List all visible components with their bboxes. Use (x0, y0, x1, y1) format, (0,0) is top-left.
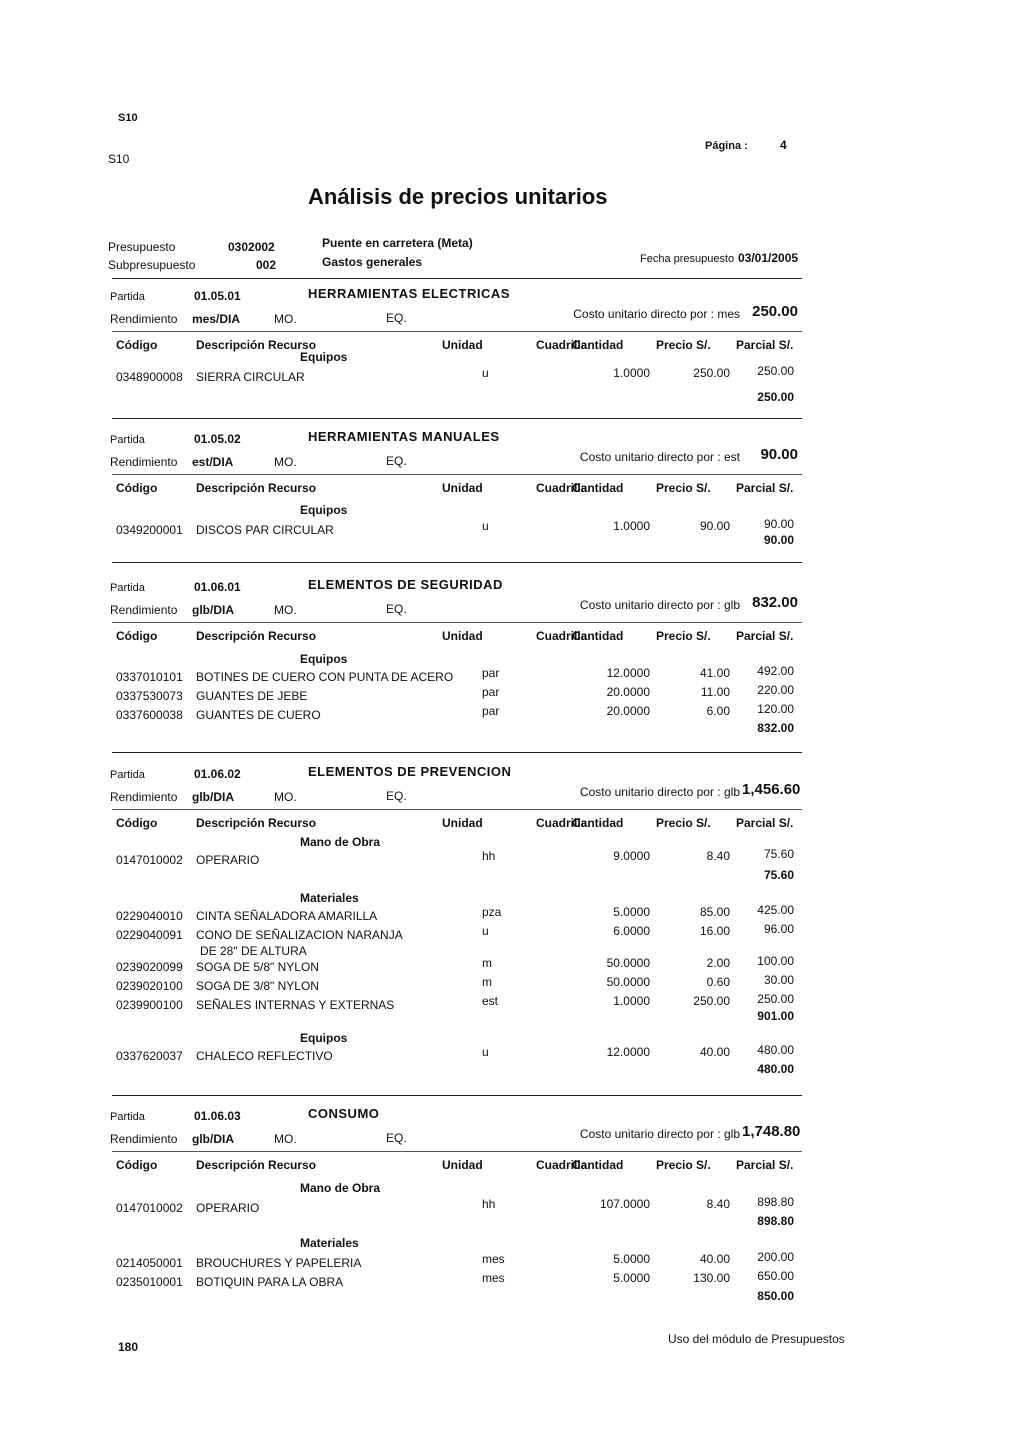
item-descripcion: CINTA SEÑALADORA AMARILLA (196, 909, 378, 923)
rendimiento-label: Rendimiento (110, 455, 178, 469)
header-precio: Precio S/. (656, 629, 711, 643)
item-precio: 16.00 (699, 924, 730, 938)
item-parcial: 220.00 (757, 683, 794, 697)
partida-name: CONSUMO (308, 1106, 380, 1121)
header-descripcion: Descripción Recurso (196, 1158, 317, 1172)
item-descripcion: BOTIQUIN PARA LA OBRA (196, 1275, 344, 1289)
item-cantidad: 5.0000 (613, 1252, 650, 1266)
item-unidad: pza (482, 905, 502, 919)
eq-label: EQ. (386, 1131, 407, 1145)
mo-label: MO. (274, 455, 297, 469)
footer-page-number: 180 (118, 1340, 139, 1354)
costo-unitario-value: 90.00 (760, 446, 798, 463)
header-descripcion: Descripción Recurso (196, 629, 317, 643)
item-descripcion: CONO DE SEÑALIZACION NARANJA (196, 928, 403, 942)
item-precio: 0.60 (706, 975, 730, 989)
header-unidad: Unidad (442, 481, 483, 495)
item-codigo: 0214050001 (116, 1256, 183, 1270)
subpresupuesto-code: 002 (256, 258, 277, 272)
partida-code: 01.05.01 (194, 289, 241, 303)
header-code: S10 (108, 152, 130, 166)
partida-code: 01.06.01 (194, 580, 241, 594)
mo-label: MO. (274, 603, 297, 617)
partida-code: 01.05.02 (194, 432, 241, 446)
costo-unitario-label: Costo unitario directo por : est (579, 450, 740, 464)
header-codigo: Código (116, 816, 158, 830)
item-unidad: mes (482, 1271, 505, 1285)
header-unidad: Unidad (442, 629, 483, 643)
header-descripcion: Descripción Recurso (196, 481, 317, 495)
partida-divider (112, 752, 802, 753)
fecha-value: 03/01/2005 (738, 251, 799, 265)
header-cuadrilla: Cuadrilla (536, 338, 588, 352)
item-precio: 40.00 (699, 1045, 730, 1059)
rendimiento-unit: mes/DIA (192, 312, 241, 326)
item-codigo: 0337010101 (116, 670, 183, 684)
header-parcial: Parcial S/. (736, 338, 794, 352)
item-parcial: 30.00 (763, 973, 794, 987)
page-label: Página : (705, 140, 748, 152)
item-precio: 8.40 (706, 1197, 730, 1211)
item-cantidad: 1.0000 (613, 366, 650, 380)
section-divider (112, 474, 802, 475)
item-unidad: est (482, 994, 499, 1008)
item-parcial: 425.00 (757, 903, 794, 917)
group-subtotal: 850.00 (757, 1289, 794, 1303)
item-unidad: u (482, 519, 489, 533)
section-divider (112, 809, 802, 810)
header-cuadrilla: Cuadrilla (536, 816, 588, 830)
item-codigo: 0337530073 (116, 689, 183, 703)
item-unidad: u (482, 366, 489, 380)
partida-divider (112, 562, 802, 563)
group-subtotal: 832.00 (757, 721, 794, 735)
header-codigo: Código (116, 338, 158, 352)
item-descripcion: BROUCHURES Y PAPELERIA (196, 1256, 362, 1270)
presupuesto-label: Presupuesto (108, 240, 176, 254)
item-codigo: 0337600038 (116, 708, 183, 722)
item-parcial: 96.00 (763, 922, 794, 936)
item-parcial: 75.60 (763, 847, 794, 861)
header-parcial: Parcial S/. (736, 629, 794, 643)
group-subtotal: 90.00 (763, 533, 794, 547)
partida-code: 01.06.02 (194, 767, 241, 781)
item-descripcion: GUANTES DE CUERO (196, 708, 321, 722)
partida-name: HERRAMIENTAS ELECTRICAS (308, 286, 510, 301)
item-unidad: par (482, 685, 500, 699)
partida-name: ELEMENTOS DE SEGURIDAD (308, 577, 503, 592)
header-parcial: Parcial S/. (736, 1158, 794, 1172)
item-descripcion: SOGA DE 5/8" NYLON (196, 960, 319, 974)
item-descripcion: SOGA DE 3/8" NYLON (196, 979, 319, 993)
item-cantidad: 20.0000 (606, 704, 650, 718)
group-subtotal: 898.80 (757, 1214, 794, 1228)
presupuesto-desc: Puente en carretera (Meta) (322, 236, 473, 250)
header-codigo: Código (116, 481, 158, 495)
costo-unitario-value: 1,748.80 (742, 1123, 801, 1140)
item-cantidad: 9.0000 (613, 849, 650, 863)
presupuesto-code: 0302002 (228, 240, 275, 254)
eq-label: EQ. (386, 454, 407, 468)
group-label: Equipos (300, 350, 348, 364)
item-codigo: 0147010002 (116, 853, 183, 867)
group-label: Mano de Obra (300, 835, 381, 849)
item-descripcion: GUANTES DE JEBE (196, 689, 308, 703)
partida-label: Partida (110, 582, 145, 594)
partida-code: 01.06.03 (194, 1109, 241, 1123)
costo-unitario-label: Costo unitario directo por : glb (579, 598, 740, 612)
item-precio: 250.00 (693, 366, 730, 380)
item-cantidad: 5.0000 (613, 905, 650, 919)
item-codigo: 0147010002 (116, 1201, 183, 1215)
header-cantidad: Cantidad (572, 481, 624, 495)
footer-text: Uso del módulo de Presupuestos (668, 1332, 845, 1346)
group-subtotal: 901.00 (757, 1009, 794, 1023)
item-precio: 41.00 (699, 666, 730, 680)
item-unidad: u (482, 924, 489, 938)
top-code: S10 (118, 112, 138, 124)
eq-label: EQ. (386, 602, 407, 616)
item-descripcion: SIERRA CIRCULAR (196, 370, 305, 384)
page-title: Análisis de precios unitarios (308, 184, 608, 209)
item-parcial: 250.00 (757, 364, 794, 378)
item-cantidad: 20.0000 (606, 685, 650, 699)
group-subtotal: 75.60 (763, 868, 794, 882)
group-subtotal: 250.00 (757, 390, 794, 404)
group-label: Mano de Obra (300, 1181, 381, 1195)
header-precio: Precio S/. (656, 816, 711, 830)
rendimiento-label: Rendimiento (110, 1132, 178, 1146)
header-parcial: Parcial S/. (736, 481, 794, 495)
header-precio: Precio S/. (656, 338, 711, 352)
header-cantidad: Cantidad (572, 629, 624, 643)
header-descripcion: Descripción Recurso (196, 338, 317, 352)
rendimiento-label: Rendimiento (110, 603, 178, 617)
item-parcial: 120.00 (757, 702, 794, 716)
costo-unitario-value: 1,456.60 (742, 781, 801, 798)
item-codigo: 0239020100 (116, 979, 183, 993)
item-precio: 8.40 (706, 849, 730, 863)
item-descripcion: SEÑALES INTERNAS Y EXTERNAS (196, 998, 395, 1012)
subpresupuesto-label: Subpresupuesto (108, 258, 196, 272)
item-parcial: 898.80 (757, 1195, 794, 1209)
item-codigo: 0349200001 (116, 523, 183, 537)
eq-label: EQ. (386, 311, 407, 325)
header-parcial: Parcial S/. (736, 816, 794, 830)
item-descripcion-cont: DE 28" DE ALTURA (200, 944, 307, 958)
group-label: Materiales (300, 891, 359, 905)
costo-unitario-label: Costo unitario directo por : mes (573, 307, 740, 321)
header-codigo: Código (116, 1158, 158, 1172)
rendimiento-unit: glb/DIA (192, 1132, 234, 1146)
item-precio: 6.00 (706, 704, 730, 718)
item-parcial: 650.00 (757, 1269, 794, 1283)
section-divider (112, 1151, 802, 1152)
rendimiento-label: Rendimiento (110, 312, 178, 326)
item-codigo: 0348900008 (116, 370, 183, 384)
group-subtotal: 480.00 (757, 1062, 794, 1076)
item-unidad: hh (482, 849, 496, 863)
item-cantidad: 1.0000 (613, 994, 650, 1008)
subpresupuesto-desc: Gastos generales (322, 255, 423, 269)
costo-unitario-label: Costo unitario directo por : glb (579, 785, 740, 799)
header-cantidad: Cantidad (572, 1158, 624, 1172)
item-unidad: u (482, 1045, 489, 1059)
item-cantidad: 5.0000 (613, 1271, 650, 1285)
page-number: 4 (780, 138, 787, 152)
group-label: Equipos (300, 1031, 348, 1045)
header-cantidad: Cantidad (572, 816, 624, 830)
header-cuadrilla: Cuadrilla (536, 1158, 588, 1172)
item-unidad: mes (482, 1252, 505, 1266)
item-cantidad: 1.0000 (613, 519, 650, 533)
section-divider (112, 331, 802, 332)
item-descripcion: OPERARIO (196, 853, 260, 867)
item-descripcion: OPERARIO (196, 1201, 260, 1215)
partida-divider (112, 418, 802, 419)
partida-label: Partida (110, 291, 145, 303)
item-descripcion: CHALECO REFLECTIVO (196, 1049, 333, 1063)
group-label: Materiales (300, 1236, 359, 1250)
item-cantidad: 6.0000 (613, 924, 650, 938)
partida-label: Partida (110, 1111, 145, 1123)
section-divider (112, 622, 802, 623)
item-cantidad: 12.0000 (606, 1045, 650, 1059)
item-descripcion: DISCOS PAR CIRCULAR (196, 523, 334, 537)
item-parcial: 100.00 (757, 954, 794, 968)
item-parcial: 90.00 (763, 517, 794, 531)
partida-label: Partida (110, 769, 145, 781)
item-parcial: 200.00 (757, 1250, 794, 1264)
group-label: Equipos (300, 652, 348, 666)
item-unidad: m (482, 956, 492, 970)
item-codigo: 0229040091 (116, 928, 183, 942)
item-cantidad: 12.0000 (606, 666, 650, 680)
fecha-label: Fecha presupuesto (640, 253, 735, 265)
header-cuadrilla: Cuadrilla (536, 481, 588, 495)
rendimiento-unit: glb/DIA (192, 603, 234, 617)
item-cantidad: 50.0000 (606, 956, 650, 970)
partida-name: ELEMENTOS DE PREVENCION (308, 764, 512, 779)
item-unidad: hh (482, 1197, 496, 1211)
costo-unitario-value: 250.00 (752, 303, 798, 320)
costo-unitario-value: 832.00 (752, 594, 798, 611)
mo-label: MO. (274, 1132, 297, 1146)
item-parcial: 250.00 (757, 992, 794, 1006)
item-precio: 130.00 (693, 1271, 730, 1285)
item-unidad: par (482, 704, 500, 718)
partida-name: HERRAMIENTAS MANUALES (308, 429, 500, 444)
item-parcial: 480.00 (757, 1043, 794, 1057)
costo-unitario-label: Costo unitario directo por : glb (579, 1127, 740, 1141)
item-cantidad: 50.0000 (606, 975, 650, 989)
mo-label: MO. (274, 790, 297, 804)
header-cantidad: Cantidad (572, 338, 624, 352)
header-unidad: Unidad (442, 338, 483, 352)
item-codigo: 0239020099 (116, 960, 183, 974)
group-label: Equipos (300, 503, 348, 517)
item-precio: 40.00 (699, 1252, 730, 1266)
item-codigo: 0235010001 (116, 1275, 183, 1289)
item-cantidad: 107.0000 (599, 1197, 650, 1211)
item-unidad: m (482, 975, 492, 989)
item-precio: 11.00 (700, 685, 730, 699)
eq-label: EQ. (386, 789, 407, 803)
item-codigo: 0337620037 (116, 1049, 183, 1063)
rendimiento-label: Rendimiento (110, 790, 178, 804)
header-precio: Precio S/. (656, 1158, 711, 1172)
partida-divider (112, 1095, 802, 1096)
item-precio: 90.00 (699, 519, 730, 533)
item-codigo: 0229040010 (116, 909, 183, 923)
header-codigo: Código (116, 629, 158, 643)
item-precio: 250.00 (693, 994, 730, 1008)
item-precio: 85.00 (699, 905, 730, 919)
header-unidad: Unidad (442, 1158, 483, 1172)
rendimiento-unit: est/DIA (192, 455, 234, 469)
header-descripcion: Descripción Recurso (196, 816, 317, 830)
header-divider (112, 278, 802, 279)
rendimiento-unit: glb/DIA (192, 790, 234, 804)
header-cuadrilla: Cuadrilla (536, 629, 588, 643)
item-descripcion: BOTINES DE CUERO CON PUNTA DE ACERO (196, 670, 454, 684)
header-unidad: Unidad (442, 816, 483, 830)
item-precio: 2.00 (706, 956, 730, 970)
item-unidad: par (482, 666, 500, 680)
header-precio: Precio S/. (656, 481, 711, 495)
mo-label: MO. (274, 312, 297, 326)
item-codigo: 0239900100 (116, 998, 183, 1012)
item-parcial: 492.00 (757, 664, 794, 678)
partida-label: Partida (110, 434, 145, 446)
